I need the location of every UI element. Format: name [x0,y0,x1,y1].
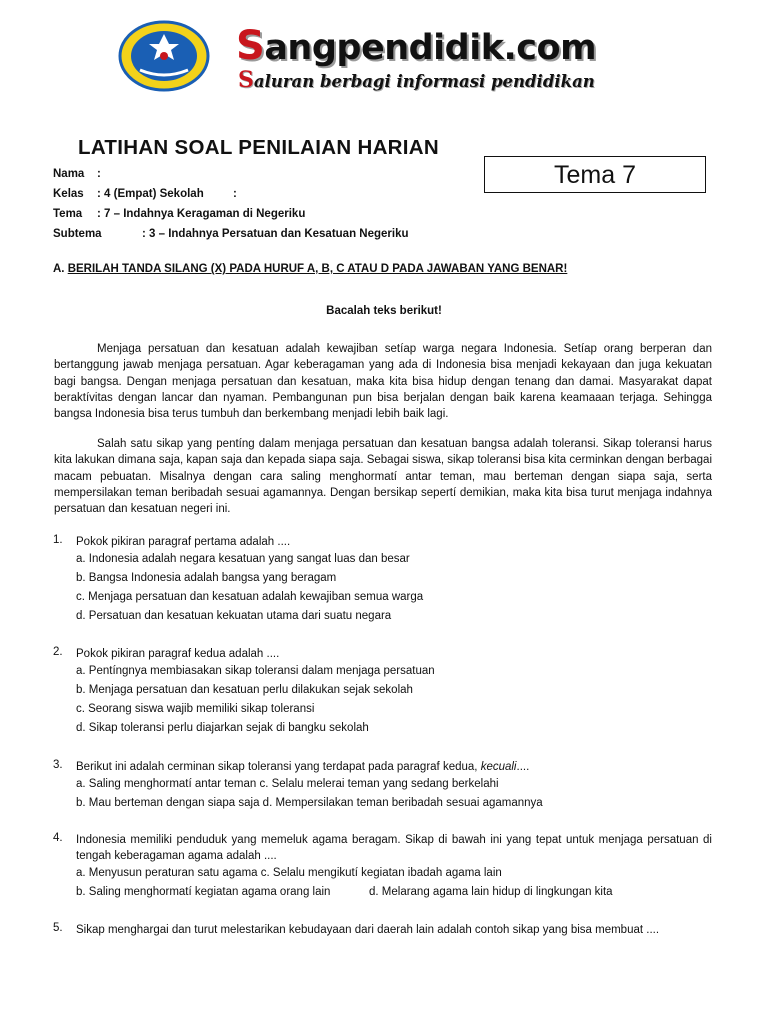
question-number: 1. [53,534,63,546]
tema-row [53,208,306,220]
option-d[interactable]: d. Melarang agama lain hidup di lingkungan kita [369,886,613,898]
subtema-label: Subtema [53,228,102,240]
subtema-row [53,228,409,240]
question-text: Pokok pikiran paragraf kedua adalah .... [76,648,280,660]
option-d[interactable]: d. Sikap toleransi perlu diajarkan sejak di bangku sekolah [76,722,369,734]
document-title: LATIHAN SOAL PENILAIAN HARIAN [78,136,439,159]
option-a[interactable]: a. Pentíngnya membiasakan sikap toleransi dalam menjaga persatuan [76,665,435,677]
option-d[interactable]: d. Persatuan dan kesatuan kekuatan utama dari suatu negara [76,610,392,622]
question-number: 5. [53,922,63,934]
kelas-row [53,188,237,200]
nama-label: Nama [53,168,85,180]
instruction-text: BERILAH TANDA SILANG (X) PADA HURUF A, B, C ATAU D PADA JAWABAN YANG BENAR! [67,263,568,275]
nama-row [53,168,101,180]
option-c[interactable]: c. Menjaga persatuan dan kesatuan adalah kewajiban semua warga [76,591,424,603]
option-c[interactable]: c. Seorang siswa wajib memiliki sikap toleransi [76,703,315,715]
question-text: Berikut ini adalah cerminan sikap toleransi yang terdapat pada paragraf kedua, kecuali.... [76,761,530,773]
option-b[interactable]: b. Saling menghormatí kegiatan agama orang lain [76,886,331,898]
option-a-c[interactable]: a. Menyusun peraturan satu agama c. Selalu mengikutí kegiatan ibadah agama lain [76,867,502,879]
subtema-value: : 3 – Indahnya Persatuan dan Kesatuan Negeriku [142,228,409,240]
nama-value: : [97,168,101,180]
option-a[interactable]: a. Indonesia adalah negara kesatuan yang sangat luas dan besar [76,553,410,565]
section-instruction [53,263,567,275]
tema-box: Tema 7 [484,156,706,193]
section-letter: A. [53,263,65,275]
question-text: Indonesia memiliki penduduk yang memeluk agama beragam. Sikap di bawah ini yang tepat untuk menjaga persatuan di tengah keberagaman agama adalah .... [76,834,712,863]
question-number: 4. [53,832,63,844]
option-b[interactable]: b. Bangsa Indonesia adalah bangsa yang beragam [76,572,337,584]
question-text: Sikap menghargai dan turut melestarikan kebudayaan dari daerah lain adalah contoh sikap yang bisa membuat .... [76,924,660,936]
question-emphasis: kecuali [480,761,517,773]
site-banner [118,20,648,94]
kelas-label: Kelas [53,188,84,200]
option-a-c[interactable]: a. Saling menghormatí antar teman c. Selalu melerai teman yang sedang berkelahi [76,778,499,790]
tema-value: : 7 – Indahnya Keragaman di Negeriku [97,208,306,220]
question-number: 3. [53,759,63,771]
option-b[interactable]: b. Menjaga persatuan dan kesatuan perlu dilakukan sejak sekolah [76,684,413,696]
option-b-d[interactable]: b. Mau berteman dengan siapa saja d. Mempersilakan teman beribadah sesuai agamannya [76,797,543,809]
site-title: Sangpendidik.com [236,23,597,69]
tut-wuri-handayani-logo-icon [118,20,210,92]
sekolah-colon: : [233,188,237,200]
tema-label: Tema [53,208,83,220]
question-number: 2. [53,646,63,658]
kelas-value: : 4 (Empat) Sekolah [97,188,204,200]
passage-paragraph-1: Menjaga persatuan dan kesatuan adalah kewajiban setíap warga negara Indonesia. Setíap orang berperan dan bertanggung jawab menjaga persatuan. Agar keberagaman yang ada di Indonesia bisa menjadi kekayaan dan juga kekuatan bagi bangsa. Dengan menjaga persatuan dan kesatuan, maka kita bisa hidup dengan tenang dan damai. Masyarakat dapat beraktívitas dengan lancar dan nyaman. Pembangunan pun bisa berjalan dengan baik karena keamaaan terjaga. Sehingga bangsa Indonesia bisa terus tumbuh dan berkembang menjadi lebih baik lagi. [54,343,712,421]
reading-prompt: Bacalah teks berikut! [326,305,442,317]
site-tagline: Saluran berbagi informasi pendidikan [238,67,595,93]
passage-paragraph-2: Salah satu sikap yang pentíng dalam menjaga persatuan dan kesatuan bangsa adalah toleransi. Sikap toleransi harus kita lakukan dimana saja, kapan saja dan kepada siapa saja. Sebagai siswa, sikap toleransi bisa kita cerminkan dengan berbagai macam pebuatan. Misalnya dengan cara saling menghormatí antar teman, mau berteman dengan siapa saja, serta mempersilakan teman beribadah sesuai agamannya. Dengan bersikap sepertí demikian, maka kita bisa turut menjaga indahnya persatuan dan kesatuan negeri ini. [54,438,712,516]
question-text: Pokok pikiran paragraf pertama adalah .... [76,536,291,548]
